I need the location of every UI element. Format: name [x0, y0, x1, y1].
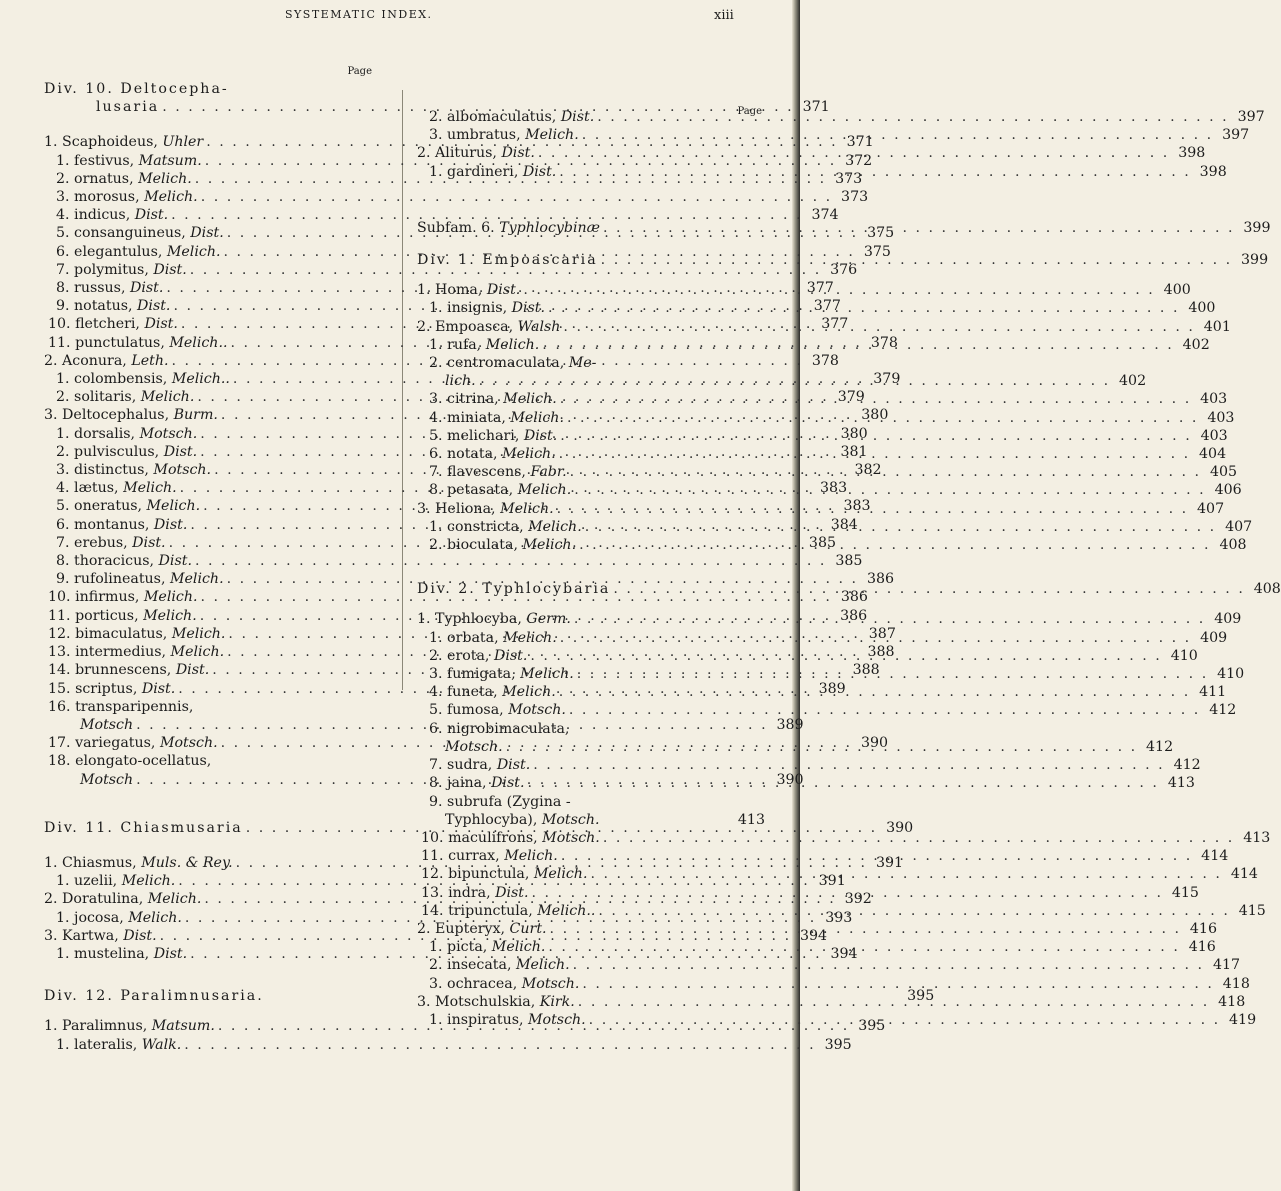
genus-entry: 2. Doratulina, Melich. . . . 392: [44, 890, 390, 908]
species-entry: 4. indicus, Dist. . . . 374: [44, 206, 390, 224]
genus-entry: 3. Motschulskia, Kirk. . . . 418: [417, 993, 765, 1011]
species-entry: 8. thoracicus, Dist. . . . 385: [44, 552, 390, 570]
genus-entry: 3. Deltocephalus, Burm. . . . 380: [44, 406, 390, 424]
species-entry-continuation: Motsch . . . 390: [44, 771, 390, 789]
species-entry-continuation: Typhlocyba), Motsch. 413: [445, 811, 765, 828]
species-entry: 1. mustelina, Dist. . . . 394: [44, 945, 390, 963]
header-page-number: xiii: [714, 8, 734, 23]
species-entry: 15. scriptus, Dist. . . . 389: [44, 680, 390, 698]
species-entry: 1. inspiratus, Motsch. . . . 419: [417, 1011, 765, 1029]
genus-entry: 1. Typhlocyba, Germ. . . . 409: [417, 610, 765, 628]
header-title: SYSTEMATIC INDEX.: [285, 8, 433, 21]
genus-entry: 2. Empoasca, Walsh . . . 401: [417, 318, 765, 336]
division-heading: Div. 10. Deltocepha-: [44, 81, 229, 97]
species-entry: 2. bioculata, Melich. . . . 408: [417, 536, 765, 554]
species-entry-continuation: lich. . . . 402: [417, 372, 765, 390]
species-entry: 1. lateralis, Walk. . . . 395: [44, 1036, 390, 1054]
species-entry: 2. solitaris, Melich. . . . 379: [44, 388, 390, 406]
species-entry: 11. porticus, Melich. . . . 386: [44, 607, 390, 625]
species-entry: 1. gardineri, Dist. . . . 398: [417, 163, 765, 181]
species-entry: 7. erebus, Dist. . . . 385: [44, 534, 390, 552]
species-entry: 1. insignis, Dist. . . . 400: [417, 299, 765, 317]
species-entry: 17. variegatus, Motsch. . . . 390: [44, 734, 390, 752]
species-entry: 6. montanus, Dist. . . . 384: [44, 516, 390, 534]
species-entry: 5. consanguineus, Dist. . . . 375: [44, 224, 390, 242]
species-entry: 1. festivus, Matsum. . . . 372: [44, 152, 390, 170]
species-entry: 12. bimaculatus, Melich. . . . 387: [44, 625, 390, 643]
species-entry: 2. pulvisculus, Dist. . . . 381: [44, 443, 390, 461]
species-entry: 8. russus, Dist. . . . 377: [44, 279, 390, 297]
subfamily-heading: Subfam. 6. Typhlocybinæ . . . 399: [417, 219, 765, 237]
genus-entry: 1. Homa, Dist. . . . 400: [417, 281, 765, 299]
species-entry: 3. ochracea, Motsch. . . . 418: [417, 975, 765, 993]
species-entry: 8. petasata, Melich. . . . 406: [417, 481, 765, 499]
genus-entry: 3. Heliona, Melich. . . . 407: [417, 500, 765, 518]
species-entry: 14. tripunctula, Melich.. . . . 415: [417, 902, 765, 920]
species-entry: 1. constricta, Melich. . . . 407: [417, 518, 765, 536]
species-entry: 6. nigrobimaculata,: [429, 720, 570, 737]
right-column: [417, 22, 765, 120]
species-entry: 10. infirmus, Melich. . . . 386: [44, 588, 390, 606]
genus-entry: 1. Paralimnus, Matsum. . . . 395: [44, 1017, 390, 1035]
species-entry: 1. colombensis, Melich.. . . . 379: [44, 370, 390, 388]
page-column-label: Page: [347, 66, 372, 77]
species-entry: 3. umbratus, Melich. . . . 397: [417, 126, 765, 144]
species-entry: 11. currax, Melich. . . . 414: [417, 847, 765, 865]
species-entry: 1. dorsalis, Motsch. . . . 380: [44, 425, 390, 443]
species-entry: 7. flavescens, Fabr. . . . 405: [417, 463, 765, 481]
species-entry: 10. maculifrons, Motsch. . . . 413: [417, 829, 765, 847]
species-entry: 9. rufolineatus, Melich. . . . 386: [44, 570, 390, 588]
species-entry: 3. citrina, Melich. . . . 403: [417, 390, 765, 408]
species-entry: 2. centromaculata, Me-: [429, 355, 597, 372]
species-entry: 9. notatus, Dist. . . . 377: [44, 297, 390, 315]
species-entry: 9. subrufa (Zygina -: [429, 793, 571, 810]
species-entry: 7. sudra, Dist. . . . 412: [417, 756, 765, 774]
species-entry: 13. indra, Dist. . . . 415: [417, 884, 765, 902]
genus-entry: 1. Chiasmus, Muls. & Rey. . . . 391: [44, 854, 390, 872]
species-entry: 8. jaina, Dist. . . . 413: [417, 774, 765, 792]
genus-entry: 2. Aliturus, Dist. . . . 398: [417, 144, 765, 162]
species-entry: 2. erota, Dist. . . . 410: [417, 647, 765, 665]
species-entry-continuation: Motsch. . . . 412: [417, 738, 765, 756]
species-entry: 4. funeta, Melich. . . . 411: [417, 683, 765, 701]
species-entry: 5. oneratus, Melich. . . . 383: [44, 497, 390, 515]
species-entry: 2. insecata, Melich. . . . 417: [417, 956, 765, 974]
species-entry: 1. uzelii, Melich. . . . 391: [44, 872, 390, 890]
species-entry: 1. rufa, Melich. . . . 402: [417, 336, 765, 354]
species-entry: 6. notata, Melich. . . . 404: [417, 445, 765, 463]
species-entry: 7. polymitus, Dist. . . . 376: [44, 261, 390, 279]
genus-entry: 3. Kartwa, Dist. . . . 394: [44, 927, 390, 945]
species-entry: 1. picta, Melich. . . . 416: [417, 938, 765, 956]
species-entry: 4. miniata, Melich. . . . 403: [417, 409, 765, 427]
division-heading: lusaria . . . 371: [44, 98, 390, 116]
species-entry: 2. albomaculatus, Dist. . . . 397: [417, 108, 765, 126]
species-entry: 6. elegantulus, Melich. . . . 375: [44, 243, 390, 261]
division-heading: Div. 11. Chiasmusaria . . . 390: [44, 819, 390, 837]
species-entry: 3. distinctus, Motsch. . . . 382: [44, 461, 390, 479]
division-heading: Div. 12. Paralimnusaria. 395: [44, 988, 935, 1005]
species-entry: 18. elongato-ocellatus,: [48, 753, 212, 770]
species-entry: 4. lætus, Melich. . . . 383: [44, 479, 390, 497]
species-entry: 16. transparipennis,: [48, 698, 194, 715]
species-entry: 10. fletcheri, Dist. . . . 377: [44, 315, 390, 333]
species-entry: 14. brunnescens, Dist. . . . 388: [44, 661, 390, 679]
species-entry: 1. jocosa, Melich. . . . 393: [44, 909, 390, 927]
species-entry: 11. punctulatus, Melich.. . . . 378: [44, 334, 390, 352]
genus-entry: 2. Aconura, Leth. . . . 378: [44, 352, 390, 370]
species-entry-continuation: Motsch . . . 389: [44, 716, 390, 734]
division-heading: Div. 1. Empoascaria . . . 399: [417, 251, 765, 269]
species-entry: 5. melichari, Dist. . . . 403: [417, 427, 765, 445]
species-entry: 13. intermedius, Melich. . . . 388: [44, 643, 390, 661]
species-entry: 1. orbata, Melich. . . . 409: [417, 629, 765, 647]
species-entry: 12. bipunctula, Melich. . . . 414: [417, 865, 765, 883]
genus-entry: 2. Eupteryx, Curt. . . . 416: [417, 920, 765, 938]
genus-entry: 1. Scaphoideus, Uhler . . . 371: [44, 133, 390, 151]
species-entry: 5. fumosa, Motsch. . . . 412: [417, 701, 765, 719]
species-entry: 3. morosus, Melich. . . . 373: [44, 188, 390, 206]
division-heading: Div. 2. Typhlocybaria . . . 408: [417, 580, 765, 598]
page-column-label: Page: [737, 106, 762, 117]
species-entry: 2. ornatus, Melich. . . . 373: [44, 170, 390, 188]
species-entry: 3. fumigata, Melich. . . . 410: [417, 665, 765, 683]
